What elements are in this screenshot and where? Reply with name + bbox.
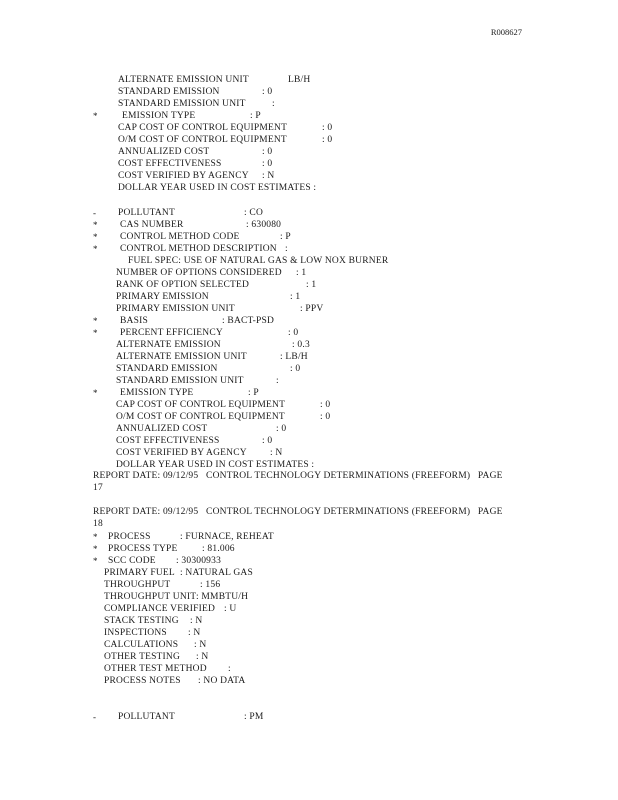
field-row: CAS NUMBER	[120, 220, 184, 230]
field-value: :	[272, 99, 275, 109]
dash-mark: -	[93, 208, 96, 218]
field-row: CALCULATIONS	[104, 640, 179, 650]
field-row: CONTROL METHOD CODE	[120, 232, 240, 242]
asterisk-mark: *	[93, 232, 98, 242]
field-value: :	[228, 664, 231, 674]
fuel-spec-line: FUEL SPEC: USE OF NATURAL GAS & LOW NOX BURNER	[128, 256, 389, 266]
field-row: PROCESS NOTES	[104, 676, 181, 686]
field-value: : N	[262, 171, 275, 181]
asterisk-mark: *	[93, 532, 98, 542]
asterisk-mark: *	[93, 556, 98, 566]
field-value: : 0.3	[292, 340, 310, 350]
field-row: STACK TESTING	[104, 616, 179, 626]
pollutant-value: : PM	[244, 712, 264, 722]
pollutant-value: : CO	[244, 208, 264, 218]
report-page-number: 18	[93, 519, 103, 529]
field-row: THROUGHPUT	[104, 580, 171, 590]
asterisk-mark: *	[93, 244, 98, 254]
dash-mark: -	[93, 712, 96, 722]
field-value: : N	[190, 616, 203, 626]
field-value: : LB/H	[280, 352, 308, 362]
field-row: COST EFFECTIVENESS	[118, 159, 222, 169]
field-value: :	[276, 376, 279, 386]
scc-code-value: : 30300933	[176, 556, 222, 566]
field-row: EMISSION TYPE	[122, 111, 196, 121]
field-value: : NO DATA	[198, 676, 246, 686]
field-row: ANNUALIZED COST	[116, 424, 208, 434]
asterisk-mark: *	[93, 544, 98, 554]
field-row: STANDARD EMISSION	[116, 364, 218, 374]
field-row: EMISSION TYPE	[120, 388, 194, 398]
field-value: : P	[250, 111, 261, 121]
field-value: : 0	[322, 135, 333, 145]
field-value: : 0	[262, 147, 273, 157]
field-value: LB/H	[288, 75, 311, 85]
field-row: ALTERNATE EMISSION UNIT	[118, 75, 249, 85]
field-row: O/M COST OF CONTROL EQUIPMENT	[118, 135, 287, 145]
report-header: REPORT DATE: 09/12/95 CONTROL TECHNOLOGY DETERMINATIONS (FREEFORM) PAGE	[93, 507, 503, 517]
field-value: : 0	[262, 159, 273, 169]
field-row: THROUGHPUT UNIT	[104, 592, 197, 602]
field-value: : 1	[290, 292, 301, 302]
field-row: OTHER TEST METHOD	[104, 664, 207, 674]
pollutant-label: POLLUTANT	[118, 208, 175, 218]
field-row: DOLLAR YEAR USED IN COST ESTIMATES :	[118, 183, 317, 193]
field-row: PRIMARY EMISSION	[116, 292, 209, 302]
field-row: CAP COST OF CONTROL EQUIPMENT	[118, 123, 288, 133]
field-value: : BACT-PSD	[222, 316, 275, 326]
field-row: PERCENT EFFICIENCY	[120, 328, 223, 338]
report-page-number: 17	[93, 483, 103, 493]
asterisk-mark: *	[93, 220, 98, 230]
field-value: : 0	[322, 123, 333, 133]
field-value: : N	[270, 448, 283, 458]
asterisk-mark: *	[93, 316, 98, 326]
field-value: : 1	[306, 280, 317, 290]
field-row: OTHER TESTING	[104, 652, 181, 662]
field-value: : MMBTU/H	[196, 592, 249, 602]
field-value: : NATURAL GAS	[180, 568, 253, 578]
field-row: RANK OF OPTION SELECTED	[116, 280, 250, 290]
report-header: REPORT DATE: 09/12/95 CONTROL TECHNOLOGY DETERMINATIONS (FREEFORM) PAGE	[93, 471, 503, 481]
field-row: STANDARD EMISSION UNIT	[118, 99, 246, 109]
field-value: : 0	[262, 436, 273, 446]
field-row: ALTERNATE EMISSION	[116, 340, 221, 350]
field-value: : 1	[296, 268, 307, 278]
field-row: DOLLAR YEAR USED IN COST ESTIMATES :	[116, 460, 315, 470]
asterisk-mark: *	[93, 111, 98, 121]
field-value: :	[285, 244, 288, 254]
field-value: : 0	[290, 364, 301, 374]
field-value: : PPV	[300, 304, 324, 314]
field-value: : P	[280, 232, 291, 242]
field-row: CONTROL METHOD DESCRIPTION	[120, 244, 277, 254]
field-row: COST VERIFIED BY AGENCY	[118, 171, 249, 181]
field-row: INSPECTIONS	[104, 628, 167, 638]
field-row: PRIMARY EMISSION UNIT	[116, 304, 235, 314]
field-value: : 0	[276, 424, 287, 434]
field-value: : N	[194, 640, 207, 650]
field-row: ALTERNATE EMISSION UNIT	[116, 352, 247, 362]
field-row: STANDARD EMISSION UNIT	[116, 376, 244, 386]
field-row: COST EFFECTIVENESS	[116, 436, 220, 446]
field-row: STANDARD EMISSION	[118, 87, 220, 97]
process-type-label: PROCESS TYPE	[108, 544, 178, 554]
field-value: : 0	[262, 87, 273, 97]
field-value: : N	[196, 652, 209, 662]
process-type-value: : 81.006	[202, 544, 235, 554]
field-value: : 0	[288, 328, 299, 338]
field-value: : N	[188, 628, 201, 638]
field-value: : 0	[320, 400, 331, 410]
field-value: : U	[224, 604, 237, 614]
field-row: CAP COST OF CONTROL EQUIPMENT	[116, 400, 286, 410]
field-value: : 630080	[246, 220, 282, 230]
field-row: BASIS	[120, 316, 148, 326]
field-row: PRIMARY FUEL	[104, 568, 175, 578]
field-value: : 0	[320, 412, 331, 422]
field-row: O/M COST OF CONTROL EQUIPMENT	[116, 412, 285, 422]
asterisk-mark: *	[93, 328, 98, 338]
asterisk-mark: *	[93, 388, 98, 398]
page-id: R008627	[490, 27, 522, 37]
pollutant-label: POLLUTANT	[118, 712, 175, 722]
scc-code-label: SCC CODE	[108, 556, 156, 566]
field-row: ANNUALIZED COST	[118, 147, 210, 157]
process-label: PROCESS	[108, 532, 151, 542]
field-row: NUMBER OF OPTIONS CONSIDERED	[116, 268, 282, 278]
field-value: : 156	[200, 580, 221, 590]
process-value: : FURNACE, REHEAT	[180, 532, 274, 542]
field-row: COST VERIFIED BY AGENCY	[116, 448, 247, 458]
field-value: : P	[248, 388, 259, 398]
field-row: COMPLIANCE VERIFIED	[104, 604, 216, 614]
